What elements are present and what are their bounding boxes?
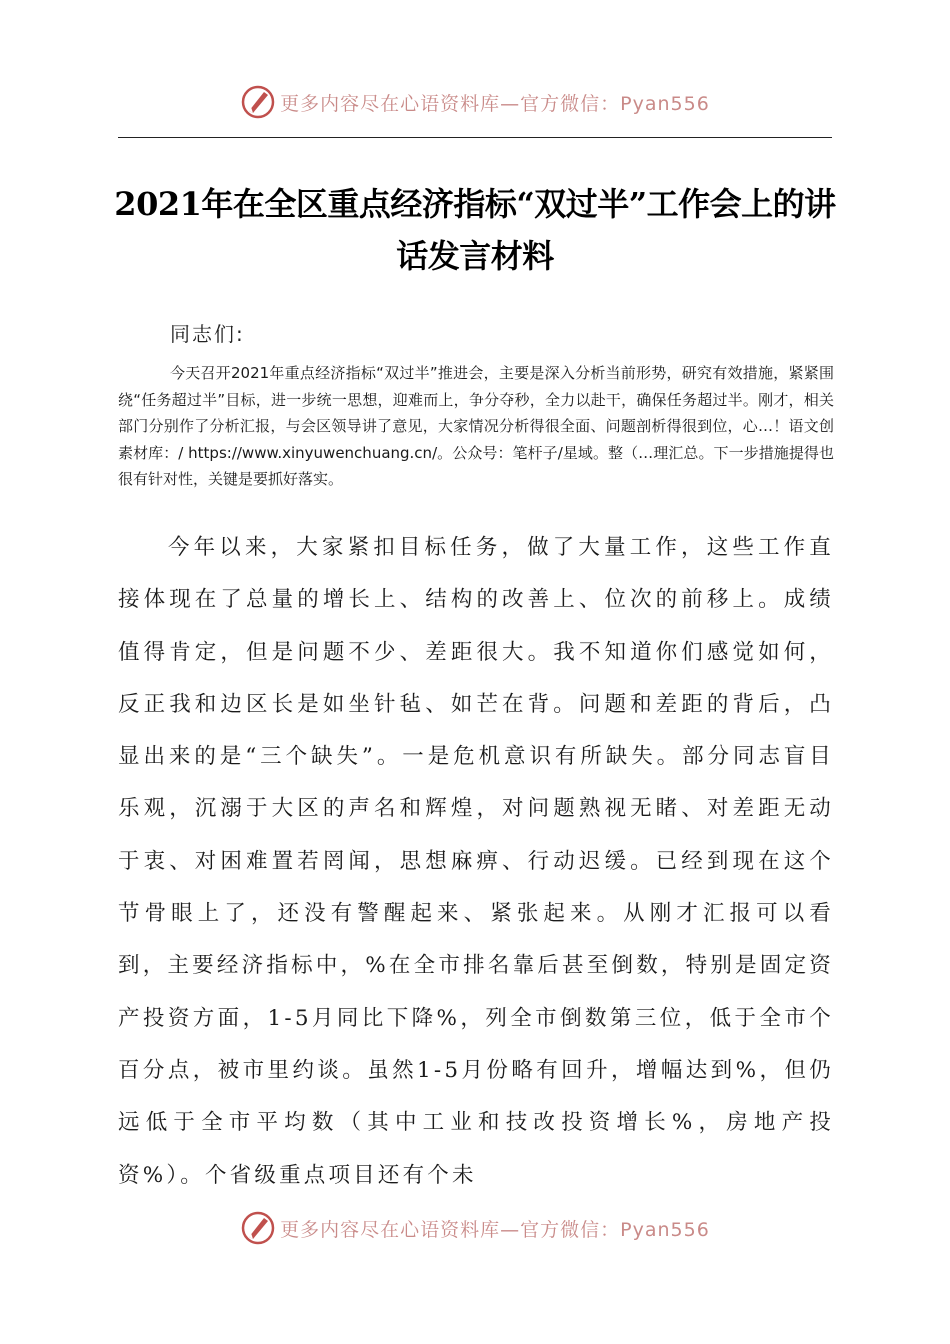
- intro-paragraph: 今天召开2021年重点经济指标“双过半”推进会，主要是深入分析当前形势，研究有效措施，紧紧围绕“任务超过半”目标，进一步统一思想，迎难而上，争分夺秒，全力以赴干，确保任务超过半。刚才，相关部门分别作了分析汇报，与会区领导讲了意见，大家情况分析得很全面、问题剖析得很到位，心…！语文创素材库：/ https://www.xinyuwenchuang.cn/。公众号：笔杆子/星域。整（…理汇总。下一步措施提得也很有针对性，关键是要抓好落实。: [118, 364, 835, 488]
- header-divider: [118, 137, 832, 138]
- document-title: 2021年在全区重点经济指标“双过半”工作会上的讲话发言材料: [114, 185, 836, 275]
- footer-banner: [0, 1208, 950, 1248]
- pen-logo-icon: [240, 84, 276, 120]
- header-banner-text: 更多内容尽在心语资料库—官方微信：Pyan556: [280, 92, 710, 115]
- body-paragraph: 今年以来，大家紧扣目标任务，做了大量工作，这些工作直接体现在了总量的增长上、结构的改善上、位次的前移上。成绩值得肯定，但是问题不少、差距很大。我不知道你们感觉如何，反正我和边区长是如坐针毡、如芒在背。问题和差距的背后，凸显出来的是“三个缺失”。一是危机意识有所缺失。部分同志盲目乐观，沉溺于大区的声名和辉煌，对问题熟视无睹、对差距无动于衷、对困难置若罔闻，思想麻痹、行动迟缓。已经到现在这个节骨眼上了，还没有警醒起来、紧张起来。从刚才汇报可以看到，主要经济指标中，%在全市排名靠后甚至倒数，特别是固定资产投资方面，1-5月同比下降%，列全市倒数第三位，低于全市个百分点，被市里约谈。虽然1-5月份略有回升，增幅达到%，但仍远低于全市平均数（其中工业和技改投资增长%，房地产投资%）。个省级重点项目还有个未: [118, 535, 834, 1188]
- pen-logo-icon: [240, 1210, 276, 1246]
- header-banner: [0, 82, 950, 122]
- salutation: 同志们:: [170, 322, 245, 346]
- footer-banner-text: 更多内容尽在心语资料库—官方微信：Pyan556: [280, 1218, 710, 1241]
